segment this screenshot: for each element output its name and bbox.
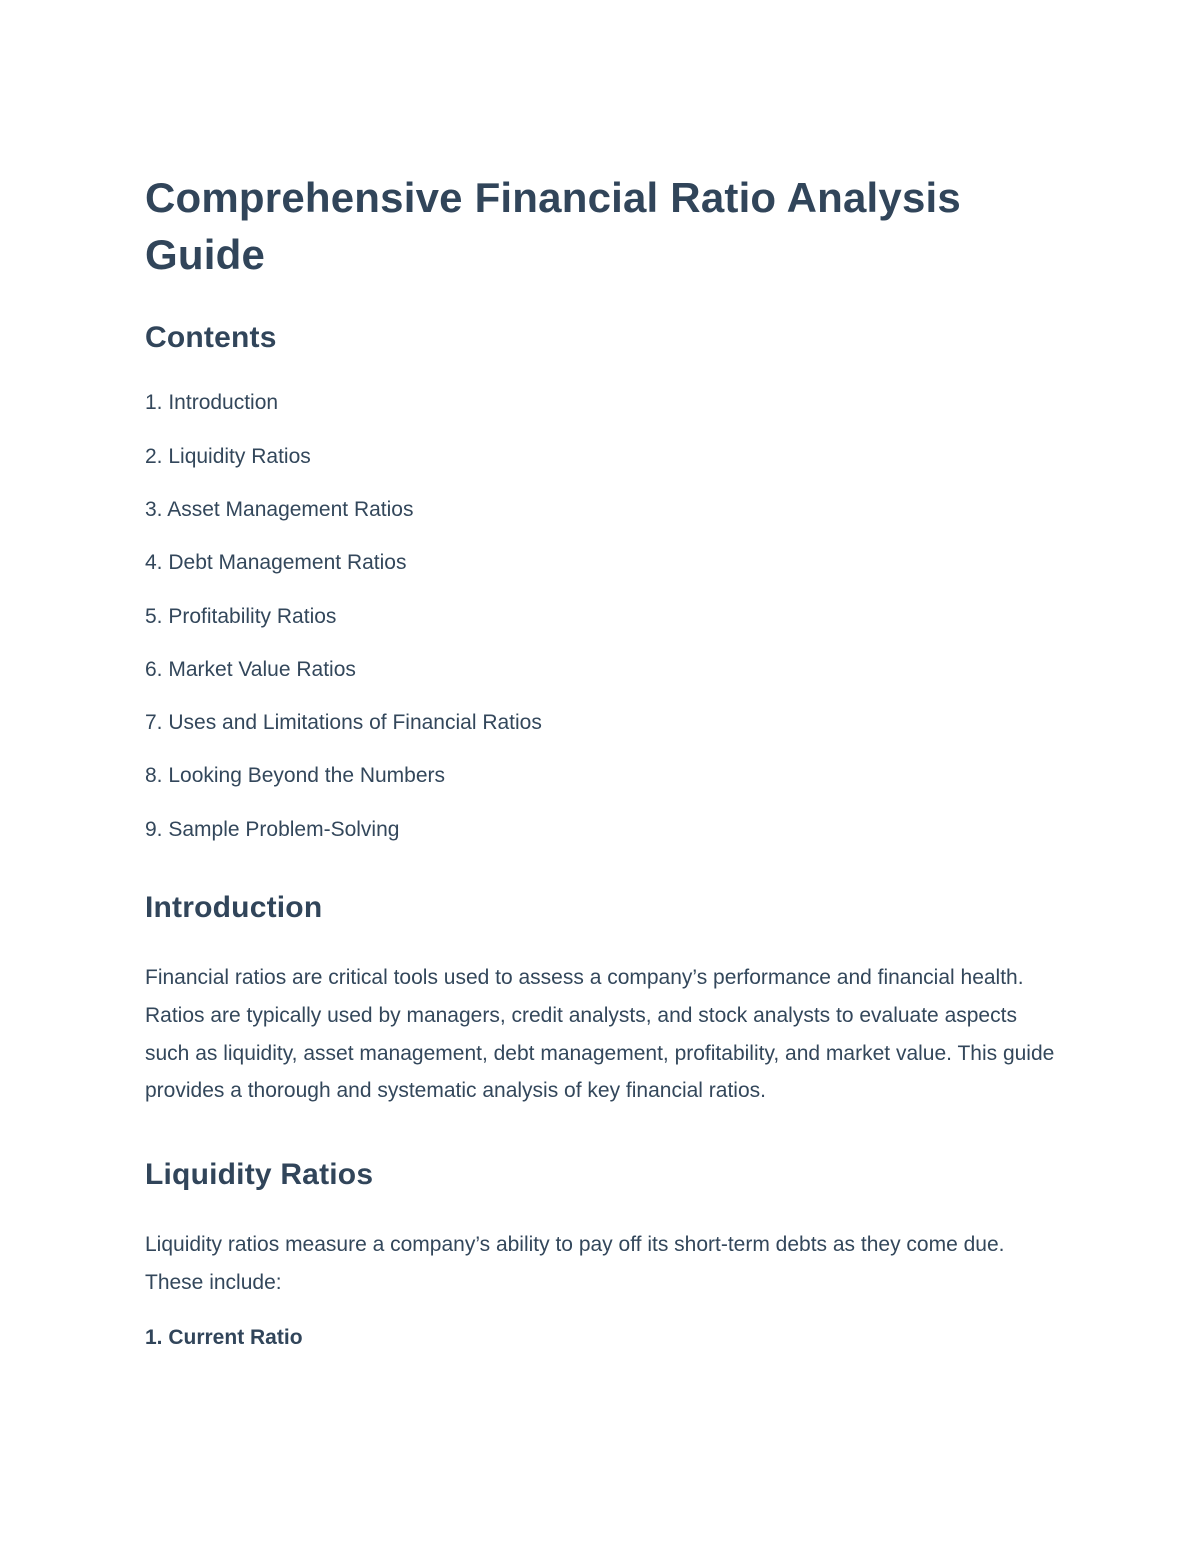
- toc-item-profitability-ratios: 5. Profitability Ratios: [145, 604, 337, 628]
- section-body-liquidity-ratios: Liquidity ratios measure a company’s ability to pay off its short-term debts as they come due. These include:: [145, 1233, 1005, 1295]
- toc-item-asset-management-ratios: 3. Asset Management Ratios: [145, 497, 414, 521]
- section-heading-liquidity-ratios: Liquidity Ratios: [145, 1158, 374, 1192]
- toc-item-looking-beyond-numbers: 8. Looking Beyond the Numbers: [145, 764, 446, 788]
- page-title: Comprehensive Financial Ratio Analysis Guide: [145, 174, 961, 278]
- toc-item-debt-management-ratios: 4. Debt Management Ratios: [145, 551, 407, 575]
- section-body-introduction: Financial ratios are critical tools used to assess a company’s performance and financial health. Ratios are typically used by managers, credit analysts, and stock analysts to evaluate aspects such as liquidity, asset management, debt management, profitability, and market value. This guide provides a thorough and systematic analysis of key financial ratios.: [145, 966, 1055, 1103]
- toc-item-market-value-ratios: 6. Market Value Ratios: [145, 657, 356, 681]
- subheading-current-ratio: 1. Current Ratio: [145, 1325, 303, 1349]
- toc-item-liquidity-ratios: 2. Liquidity Ratios: [145, 444, 311, 468]
- section-introduction: [145, 891, 1055, 1110]
- toc-item-introduction: 1. Introduction: [145, 391, 279, 415]
- toc-item-uses-and-limitations: 7. Uses and Limitations of Financial Ratios: [145, 711, 542, 735]
- table-of-contents: [145, 389, 1055, 843]
- section-heading-introduction: Introduction: [145, 891, 323, 925]
- section-liquidity-ratios: [145, 1158, 1055, 1350]
- toc-item-sample-problem-solving: 9. Sample Problem-Solving: [145, 817, 400, 841]
- contents-heading: Contents: [145, 321, 277, 355]
